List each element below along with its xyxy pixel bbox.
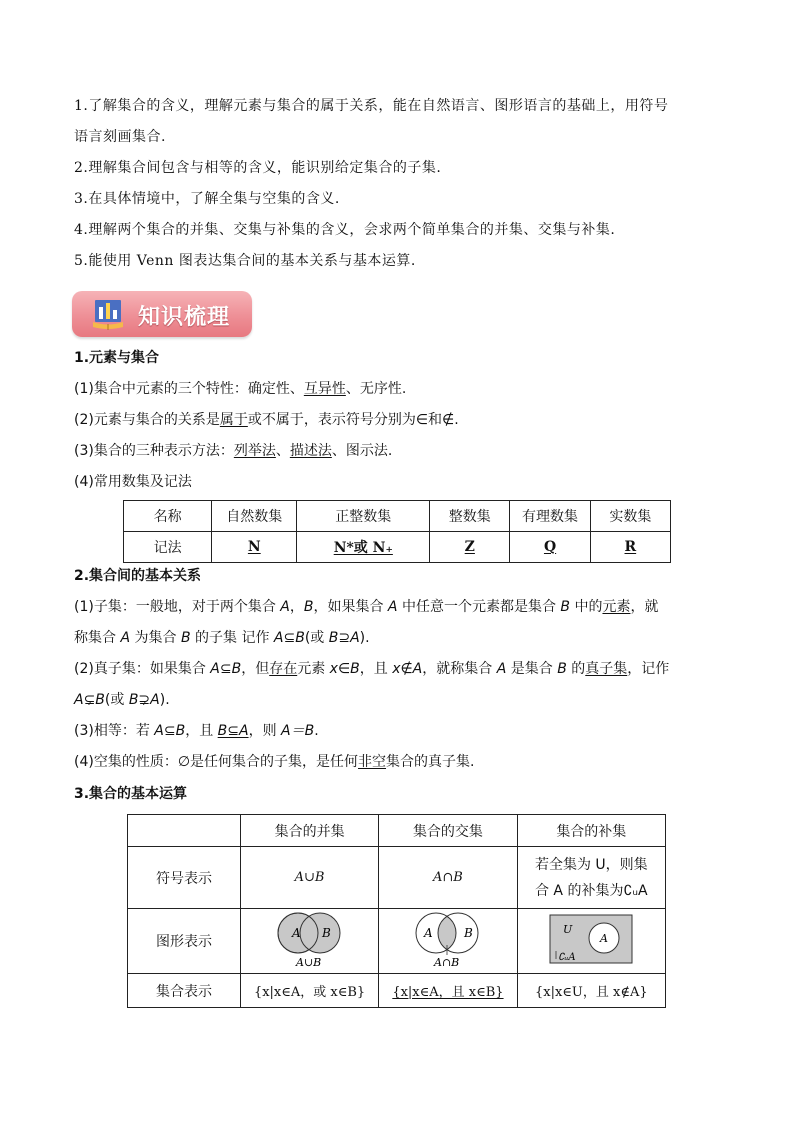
union-venn-diagram	[240, 909, 378, 974]
table-header: 自然数集	[212, 501, 297, 532]
row-label: 图形表示	[128, 909, 241, 974]
section-2-title: 2.集合间的基本关系	[74, 568, 202, 584]
intersection-symbol: A∩B	[379, 847, 517, 909]
objective-1-cont: 语言刻画集合.	[74, 129, 166, 145]
table-header: 集合的交集	[379, 815, 517, 847]
table-header: 名称	[124, 501, 212, 532]
svg-text:B: B	[463, 926, 473, 940]
number-sets-table	[123, 500, 671, 563]
union-symbol: A∪B	[240, 847, 378, 909]
table-cell: 记法	[124, 532, 212, 563]
table-cell: Z	[430, 532, 510, 563]
objective-2: 2.理解集合间包含与相等的含义，能识别给定集合的子集.	[74, 160, 442, 176]
complement-set-builder: {x|x∈U，且 x∉A}	[517, 974, 665, 1008]
intersection-set-builder: {x|x∈A，且 x∈B}	[379, 974, 517, 1008]
svg-text:A∪B: A∪B	[295, 956, 321, 969]
set-operations-table	[127, 814, 666, 1008]
row-label: 符号表示	[128, 847, 241, 909]
s2-p2-line-2: A⊊B(或 B⊋A).	[74, 692, 170, 708]
s1-line-3: (3)集合的三种表示方法：列举法、描述法、图示法.	[74, 443, 393, 459]
table-header: 集合的补集	[517, 815, 665, 847]
svg-text:A: A	[600, 932, 609, 945]
section-3-title: 3.集合的基本运算	[74, 786, 188, 802]
objective-3: 3.在具体情境中，了解全集与空集的含义.	[74, 191, 340, 207]
svg-text:A: A	[291, 926, 301, 940]
union-set-builder: {x|x∈A，或 x∈B}	[240, 974, 378, 1008]
banner-title: 知识梳理	[138, 305, 231, 330]
table-cell: Q	[510, 532, 590, 563]
section-1-title: 1.元素与集合	[74, 350, 160, 366]
complement-venn-icon	[546, 911, 636, 967]
objective-4: 4.理解两个集合的并集、交集与补集的含义，会求两个简单集合的并集、交集与补集.	[74, 222, 616, 238]
table-header: 实数集	[590, 501, 670, 532]
table-cell: N*或 N₊	[297, 532, 430, 563]
s2-p2-line-1: (2)真子集：如果集合 A⊆B，但存在元素 x∈B，且 x∉A，就称集合 A 是集合 B 的真子集，记作	[74, 661, 670, 677]
complement-venn-diagram	[517, 909, 665, 974]
svg-text:A∩B: A∩B	[433, 956, 460, 969]
union-venn-icon	[270, 909, 350, 969]
book-chart-icon	[90, 297, 126, 331]
table-header: 有理数集	[510, 501, 590, 532]
table-header: 整数集	[430, 501, 510, 532]
section-banner	[72, 291, 252, 337]
s1-line-2: (2)元素与集合的关系是属于或不属于，表示符号分别为∈和∉.	[74, 412, 459, 428]
s2-p3: (3)相等：若 A⊆B，且 B⊆A，则 A＝B.	[74, 723, 319, 739]
complement-symbol: 若全集为 U，则集 合 A 的补集为∁ᵤA	[517, 847, 665, 909]
intersection-venn-icon	[408, 909, 488, 969]
svg-text:U: U	[563, 923, 573, 936]
svg-text:∁ᵤA: ∁ᵤA	[558, 952, 576, 963]
objective-5: 5.能使用 Venn 图表达集合间的基本关系与基本运算.	[74, 253, 416, 269]
table-header: 集合的并集	[240, 815, 378, 847]
objective-1: 1.了解集合的含义，理解元素与集合的属于关系，能在自然语言、图形语言的基础上，用符号	[74, 98, 669, 114]
s2-p4: (4)空集的性质：∅是任何集合的子集，是任何非空集合的真子集.	[74, 754, 475, 770]
s1-line-1: (1)集合中元素的三个特性：确定性、互异性、无序性.	[74, 381, 407, 397]
table-header: 正整数集	[297, 501, 430, 532]
svg-text:A: A	[423, 926, 433, 940]
table-cell: R	[590, 532, 670, 563]
s1-line-4: (4)常用数集及记法	[74, 474, 192, 490]
svg-text:B: B	[321, 926, 331, 940]
table-header	[128, 815, 241, 847]
row-label: 集合表示	[128, 974, 241, 1008]
s2-p1-line-1: (1)子集：一般地，对于两个集合 A，B，如果集合 A 中任意一个元素都是集合 B 中的元素，就	[74, 599, 659, 615]
table-cell: N	[212, 532, 297, 563]
intersection-venn-diagram	[379, 909, 517, 974]
s2-p1-line-2: 称集合 A 为集合 B 的子集 记作 A⊆B(或 B⊇A).	[74, 630, 370, 646]
